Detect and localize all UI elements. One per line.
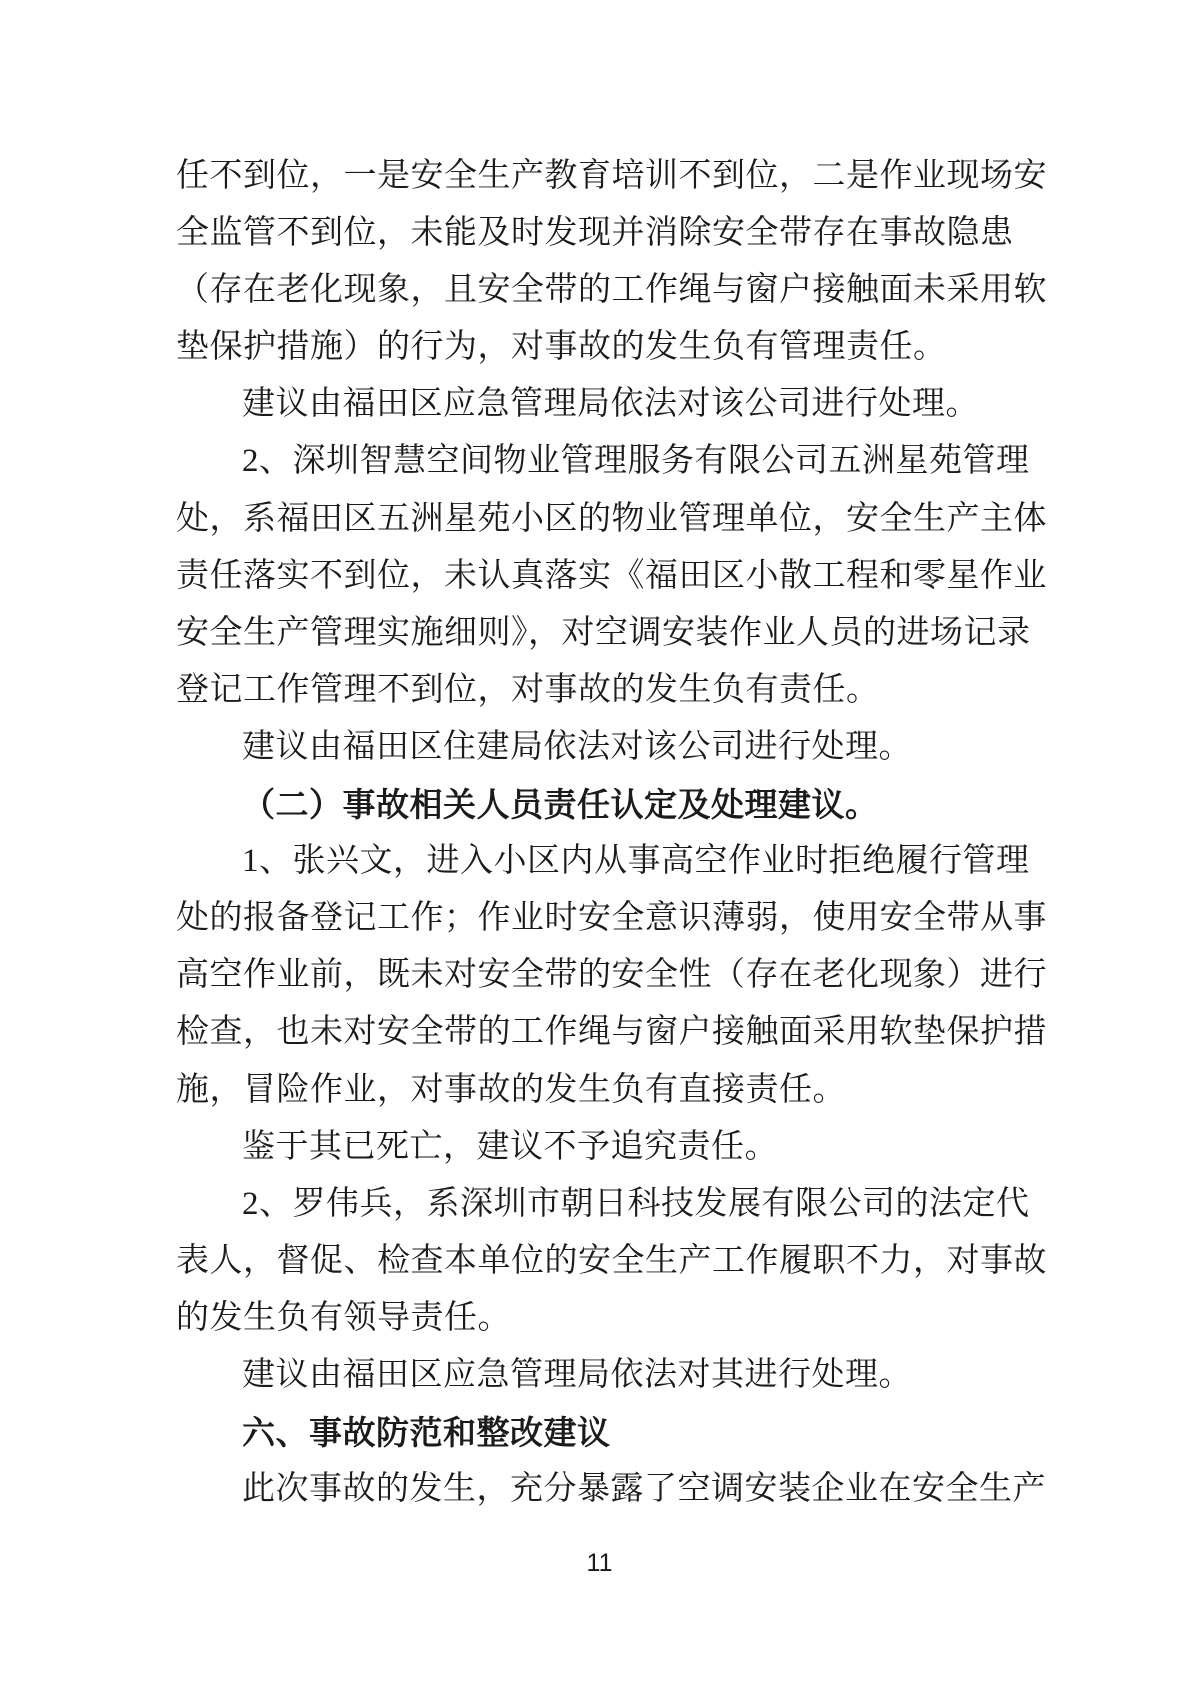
document-line: 责任落实不到位，未认真落实《福田区小散工程和零星作业 (176, 557, 1047, 594)
document-line: 处，系福田区五洲星苑小区的物业管理单位，安全生产主体 (176, 500, 1047, 537)
document-line: 1、张兴文，进入小区内从事高空作业时拒绝履行管理 (242, 843, 1030, 880)
document-line: 的发生负有领导责任。 (176, 1299, 511, 1336)
document-line: 安全生产管理实施细则》，对空调安装作业人员的进场记录 (176, 614, 1031, 651)
document-line: 任不到位，一是安全生产教育培训不到位，二是作业现场安 (176, 158, 1047, 194)
document-line: 2、罗伟兵，系深圳市朝日科技发展有限公司的法定代 (242, 1185, 1030, 1222)
document-text-block (176, 148, 1046, 1518)
document-line: 登记工作管理不到位，对事故的发生负有责任。 (176, 671, 880, 708)
document-line: 全监管不到位，未能及时发现并消除安全带存在事故隐患 (176, 215, 1014, 252)
section-heading: （二）事故相关人员责任认定及处理建议。 (242, 786, 879, 824)
document-line: 施，冒险作业，对事故的发生负有直接责任。 (176, 1071, 846, 1108)
document-line: 建议由福田区住建局依法对该公司进行处理。 (242, 728, 912, 765)
document-line: 检查，也未对安全带的工作绳与窗户接触面采用软垫保护措 (176, 1014, 1047, 1051)
document-line: 2、深圳智慧空间物业管理服务有限公司五洲星苑管理 (242, 443, 1030, 480)
document-line: 鉴于其已死亡，建议不予追究责任。 (242, 1128, 778, 1165)
document-line: （存在老化现象，且安全带的工作绳与窗户接触面未采用软 (176, 272, 1047, 309)
document-line: 建议由福田区应急管理局依法对其进行处理。 (242, 1356, 912, 1393)
document-line: 处的报备登记工作；作业时安全意识薄弱，使用安全带从事 (176, 900, 1047, 937)
document-line: 垫保护措施）的行为，对事故的发生负有管理责任。 (176, 329, 947, 366)
document-line: 此次事故的发生，充分暴露了空调安装企业在安全生产 (242, 1471, 1046, 1508)
page-number: 11 (586, 1549, 613, 1577)
document-line: 表人，督促、检查本单位的安全生产工作履职不力，对事故 (176, 1242, 1047, 1279)
section-heading: 六、事故防范和整改建议 (242, 1414, 611, 1452)
document-line: 高空作业前，既未对安全带的安全性（存在老化现象）进行 (176, 957, 1047, 994)
document-line: 建议由福田区应急管理局依法对该公司进行处理。 (242, 386, 979, 423)
